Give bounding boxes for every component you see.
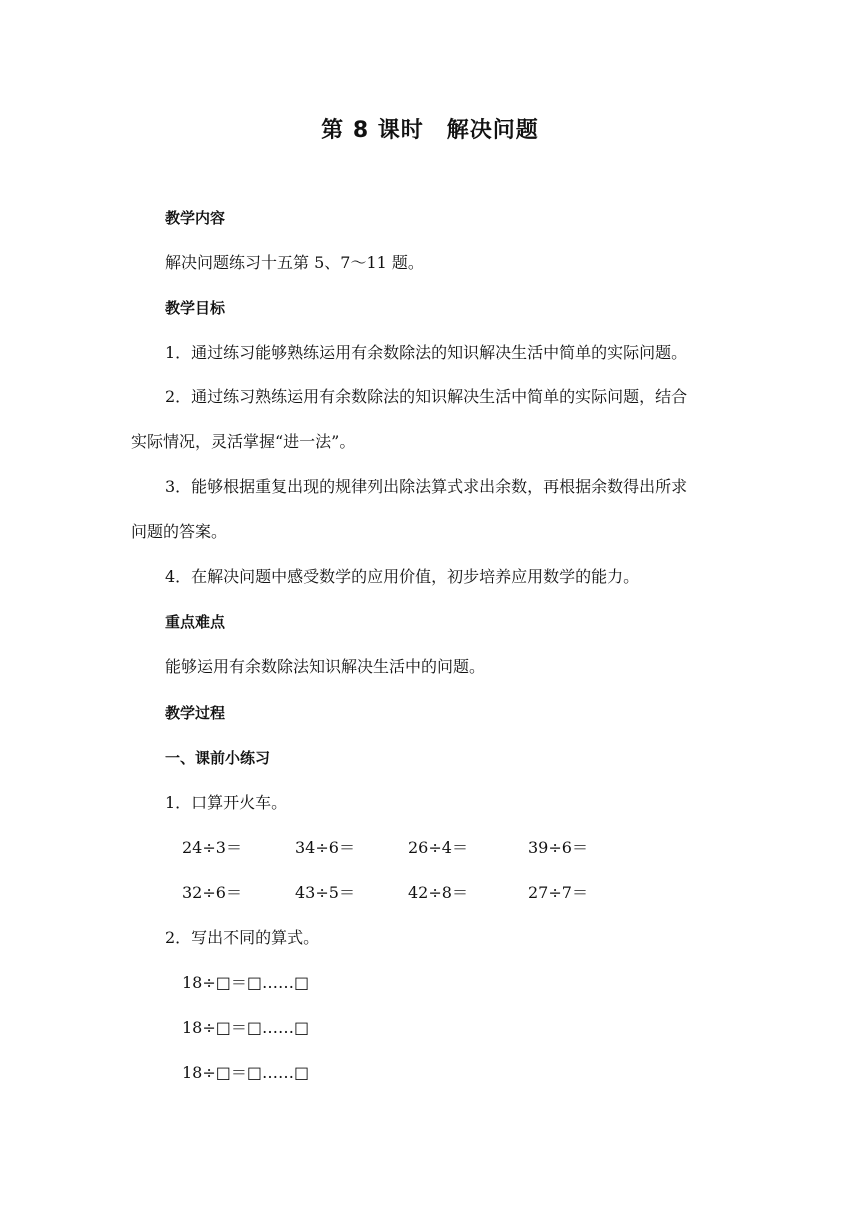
teaching-goals-heading: 教学目标 bbox=[165, 299, 226, 317]
formula-item: 18÷□＝□……□ bbox=[182, 973, 310, 992]
formula-item: 18÷□＝□……□ bbox=[182, 1018, 310, 1037]
goal-item-1: 1．通过练习能够熟练运用有余数除法的知识解决生活中简单的实际问题。 bbox=[165, 343, 688, 362]
lesson-title: 第 8 课时 解决问题 bbox=[321, 118, 539, 143]
key-points-heading: 重点难点 bbox=[165, 613, 226, 631]
goal-item-2-line2: 实际情况，灵活掌握“进一法”。 bbox=[131, 432, 356, 451]
goal-item-3-line2: 问题的答案。 bbox=[131, 522, 228, 541]
calc-item: 26÷4＝ bbox=[408, 838, 468, 857]
key-points-text: 能够运用有余数除法知识解决生活中的问题。 bbox=[165, 657, 486, 676]
calc-item: 43÷5＝ bbox=[295, 883, 355, 902]
calc-item: 39÷6＝ bbox=[528, 838, 588, 857]
question-2-text: 2．写出不同的算式。 bbox=[165, 928, 320, 947]
goal-item-3-line1: 3．能够根据重复出现的规律列出除法算式求出余数，再根据余数得出所求 bbox=[165, 477, 688, 496]
teaching-content-text: 解决问题练习十五第 5、7～11 题。 bbox=[165, 253, 424, 272]
question-1-text: 1．口算开火车。 bbox=[165, 793, 288, 812]
calc-item: 42÷8＝ bbox=[408, 883, 468, 902]
calc-item: 32÷6＝ bbox=[182, 883, 242, 902]
calc-item: 27÷7＝ bbox=[528, 883, 588, 902]
goal-item-4: 4．在解决问题中感受数学的应用价值，初步培养应用数学的能力。 bbox=[165, 567, 640, 586]
calc-item: 24÷3＝ bbox=[182, 838, 242, 857]
goal-item-2-line1: 2．通过练习熟练运用有余数除法的知识解决生活中简单的实际问题，结合 bbox=[165, 387, 688, 406]
formula-item: 18÷□＝□……□ bbox=[182, 1063, 310, 1082]
calc-item: 34÷6＝ bbox=[295, 838, 355, 857]
teaching-process-heading: 教学过程 bbox=[165, 704, 226, 722]
part-one-heading: 一、课前小练习 bbox=[165, 749, 271, 767]
teaching-content-heading: 教学内容 bbox=[165, 209, 226, 227]
